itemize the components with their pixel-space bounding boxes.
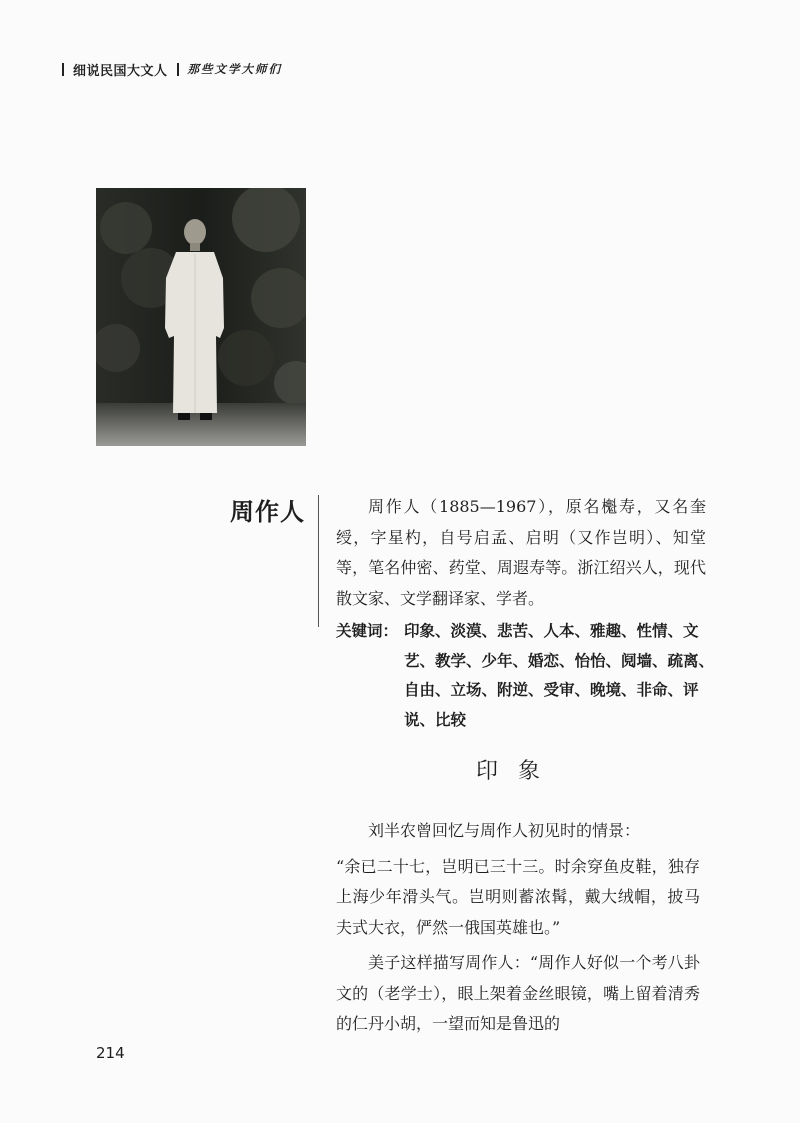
series-title: 细说民国大文人 [73, 63, 168, 79]
section-title: 印象 [476, 759, 561, 784]
header-divider [62, 63, 64, 76]
keywords-label: 关键词： [336, 622, 399, 640]
running-header [62, 58, 282, 80]
biography-text: 周作人（1885—1967），原名櫆寿，又名奎绶，字星杓，自号启孟、启明（又作岂明）、知堂等，笔名仲密、药堂、周遐寿等。浙江绍兴人，现代散文家、文学翻译家、学者。 [336, 497, 706, 608]
vertical-divider [318, 495, 319, 627]
keywords [336, 617, 716, 735]
biography [336, 492, 706, 614]
paragraph: 刘半农曾回忆与周作人初见时的情景： [368, 821, 641, 840]
keywords-list: 印象、淡漠、悲苦、人本、雅趣、性情、文艺、教学、少年、婚恋、怡怡、阋墙、疏离、自由、立场、附逆、受审、晚境、非命、评说、比较 [404, 622, 715, 729]
header-divider [177, 63, 179, 76]
paragraph: “余已二十七，岂明已三十三。时余穿鱼皮鞋，独存上海少年滑头气。岂明则蓄浓髯，戴大绒帽，披马夫式大衣，俨然一俄国英雄也。” [336, 856, 700, 937]
paragraph: 美子这样描写周作人：“周作人好似一个考八卦文的（老学士），眼上架着金丝眼镜，嘴上留着清秀的仁丹小胡，一望而知是鲁迅的 [336, 953, 700, 1033]
person-name: 周作人 [230, 497, 305, 526]
body-text [336, 816, 700, 1045]
page-number: 214 [96, 1044, 125, 1062]
book-title: 那些文学大师们 [187, 62, 283, 76]
portrait-photo [96, 188, 306, 446]
